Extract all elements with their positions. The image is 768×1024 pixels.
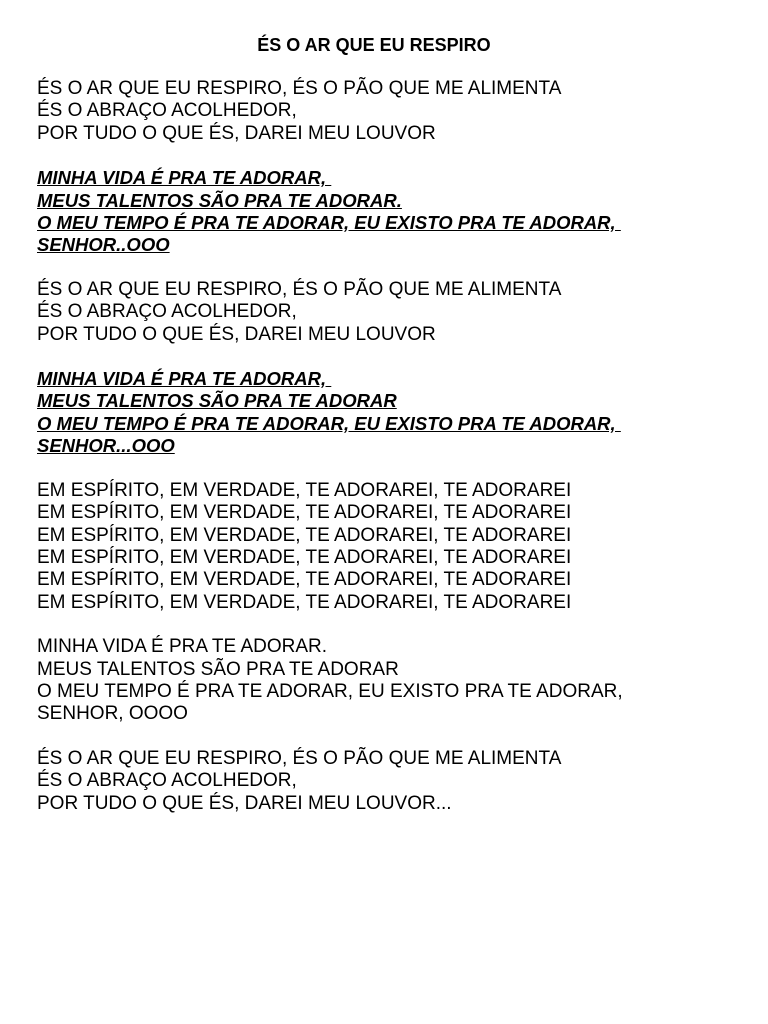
- lyric-line: O MEU TEMPO É PRA TE ADORAR, EU EXISTO PRA TE ADORAR,: [37, 680, 623, 702]
- lyric-line: SENHOR, OOOO: [37, 703, 188, 725]
- lyric-line: POR TUDO O QUE ÉS, DAREI MEU LOUVOR: [37, 323, 436, 345]
- lyric-line: POR TUDO O QUE ÉS, DAREI MEU LOUVOR: [37, 122, 436, 144]
- lyric-line: SENHOR..OOO: [37, 234, 170, 256]
- lyric-line: MEUS TALENTOS SÃO PRA TE ADORAR: [37, 390, 397, 412]
- lyric-line: EM ESPÍRITO, EM VERDADE, TE ADORAREI, TE ADORAREI: [37, 502, 572, 524]
- lyric-line: MEUS TALENTOS SÃO PRA TE ADORAR.: [37, 189, 402, 211]
- lyric-line: EM ESPÍRITO, EM VERDADE, TE ADORAREI, TE ADORAREI: [37, 591, 572, 613]
- lyric-line: EM ESPÍRITO, EM VERDADE, TE ADORAREI, TE ADORAREI: [37, 524, 572, 546]
- verse-stanza: [37, 748, 737, 815]
- lyric-line: MINHA VIDA É PRA TE ADORAR,: [37, 167, 332, 189]
- verse-stanza: [37, 636, 737, 726]
- lyric-line: EM ESPÍRITO, EM VERDADE, TE ADORAREI, TE ADORAREI: [37, 479, 572, 501]
- song-title: ÉS O AR QUE EU RESPIRO: [257, 35, 491, 55]
- lyric-line: POR TUDO O QUE ÉS, DAREI MEU LOUVOR...: [37, 792, 452, 814]
- verse-stanza: [37, 78, 737, 145]
- lyric-line: EM ESPÍRITO, EM VERDADE, TE ADORAREI, TE ADORAREI: [37, 569, 572, 591]
- lyric-line: EM ESPÍRITO, EM VERDADE, TE ADORAREI, TE ADORAREI: [37, 546, 572, 568]
- lyric-line: MINHA VIDA É PRA TE ADORAR,: [37, 368, 332, 390]
- lyric-line: ÉS O ABRAÇO ACOLHEDOR,: [37, 100, 297, 122]
- lyric-line: SENHOR...OOO: [37, 435, 175, 457]
- lyric-line: O MEU TEMPO É PRA TE ADORAR, EU EXISTO PRA TE ADORAR,: [37, 212, 621, 234]
- chorus-stanza: [37, 368, 737, 458]
- lyric-line: MINHA VIDA É PRA TE ADORAR.: [37, 636, 328, 658]
- verse-stanza: [37, 480, 737, 614]
- lyric-line: MEUS TALENTOS SÃO PRA TE ADORAR: [37, 658, 399, 680]
- lyric-line: ÉS O AR QUE EU RESPIRO, ÉS O PÃO QUE ME ALIMENTA: [37, 78, 562, 99]
- lyric-line: ÉS O ABRAÇO ACOLHEDOR,: [37, 770, 297, 792]
- lyrics-body: [37, 78, 737, 815]
- chorus-stanza: [37, 167, 737, 257]
- lyric-line: ÉS O ABRAÇO ACOLHEDOR,: [37, 301, 297, 323]
- lyric-line: O MEU TEMPO É PRA TE ADORAR, EU EXISTO PRA TE ADORAR,: [37, 412, 621, 434]
- document-page: [37, 34, 737, 837]
- lyric-line: ÉS O AR QUE EU RESPIRO, ÉS O PÃO QUE ME ALIMENTA: [37, 747, 562, 769]
- lyric-line: ÉS O AR QUE EU RESPIRO, ÉS O PÃO QUE ME ALIMENTA: [37, 278, 562, 300]
- verse-stanza: [37, 279, 737, 346]
